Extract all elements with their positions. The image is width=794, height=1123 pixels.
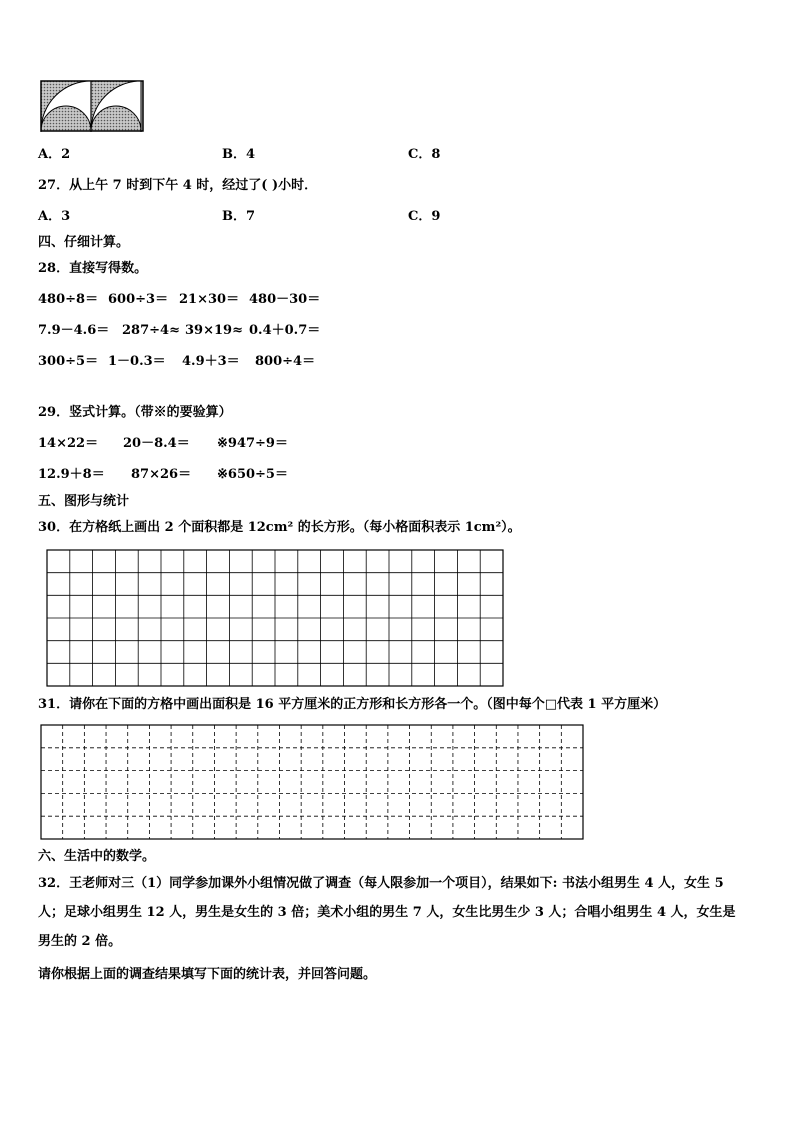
solid-grid (46, 549, 504, 687)
q28-title: 28．直接写得数。 (38, 261, 148, 276)
arc-shading-figure (40, 80, 144, 132)
q28-r2-c4: 0.4＋0.7＝ (249, 323, 321, 338)
q26-option-a: A．2 (38, 147, 71, 162)
q28-r2-c1: 7.9－4.6＝ (38, 323, 110, 338)
section-4-heading: 四、仔细计算。 (38, 235, 130, 250)
q29-r1-c3: ※947÷9＝ (217, 436, 288, 451)
q27-option-b: B．7 (222, 209, 256, 224)
q30-title: 30．在方格纸上画出 2 个面积都是 12cm² 的长方形。（每小格面积表示 1cm²）。 (38, 520, 521, 535)
q30-grid-paper[interactable] (46, 549, 504, 687)
q28-r3-c2: 1－0.3＝ (108, 354, 166, 369)
q28-r3-c1: 300÷5＝ (38, 354, 99, 369)
q31-title: 31．请你在下面的方格中画出面积是 16 平方厘米的正方形和长方形各一个。（图中每个□代表 1 平方厘米） (38, 697, 667, 712)
q28-r2-c2: 287÷4≈ (122, 323, 180, 338)
q28-r3-c3: 4.9＋3＝ (182, 354, 240, 369)
section-6-heading: 六、生活中的数学。 (38, 849, 156, 864)
q27-question: 27．从上午 7 时到下午 4 时，经过了( )小时． (38, 178, 318, 193)
q28-r1-c4: 480－30＝ (249, 292, 321, 307)
q28-r3-c4: 800÷4＝ (255, 354, 316, 369)
q28-r1-c2: 600÷3＝ (108, 292, 169, 307)
grid-border (41, 725, 583, 839)
q29-r2-c2: 87×26＝ (131, 467, 192, 482)
q29-r1-c2: 20－8.4＝ (123, 436, 190, 451)
q32-line-4: 请你根据上面的调查结果填写下面的统计表，并回答问题。 (38, 967, 377, 982)
section-5-heading: 五、图形与统计 (38, 494, 130, 509)
q32-line-3: 男生的 2 倍。 (38, 934, 122, 949)
q29-r2-c3: ※650÷5＝ (217, 467, 288, 482)
dashed-grid (40, 724, 584, 840)
q26-option-c: C．8 (408, 147, 441, 162)
q31-grid-paper[interactable] (40, 724, 584, 840)
q28-r1-c1: 480÷8＝ (38, 292, 99, 307)
q28-r1-c3: 21×30＝ (179, 292, 240, 307)
q27-option-c: C．9 (408, 209, 441, 224)
q28-r2-c3: 39×19≈ (185, 323, 243, 338)
q26-option-b: B．4 (222, 147, 256, 162)
q29-r1-c1: 14×22＝ (38, 436, 99, 451)
q32-line-1: 32．王老师对三（1）同学参加课外小组情况做了调查（每人限参加一个项目），结果如下: 书法小组男生 4 人，女生 5 (38, 876, 724, 891)
q32-line-2: 人；足球小组男生 12 人，男生是女生的 3 倍；美术小组的男生 7 人，女生比男生少 3 人；合唱小组男生 4 人，女生是 (38, 905, 736, 920)
q26-figure (40, 80, 144, 132)
q27-option-a: A．3 (38, 209, 71, 224)
q29-r2-c1: 12.9＋8＝ (38, 467, 105, 482)
q29-title: 29．竖式计算。（带※的要验算） (38, 405, 232, 420)
